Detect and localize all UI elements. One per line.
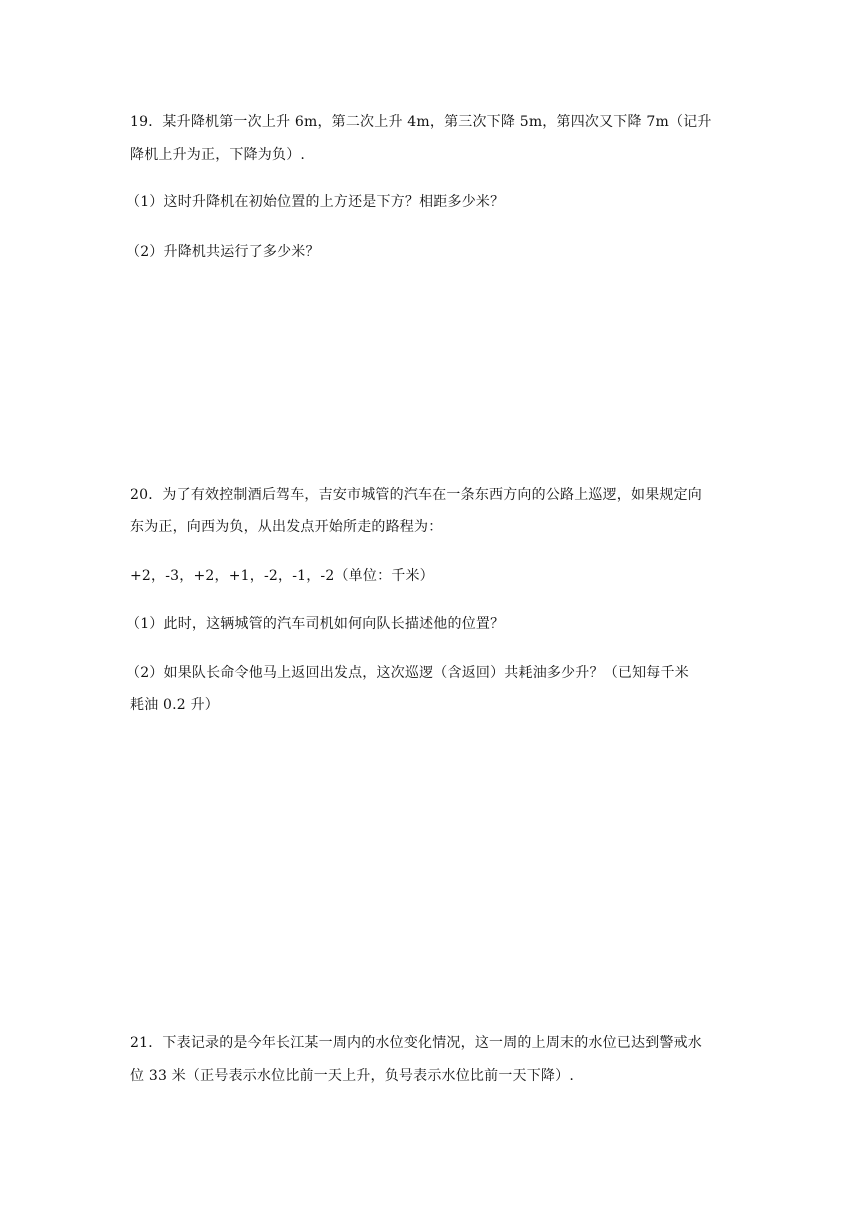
question-19-text-line-1: 19．某升降机第一次上升 6m，第二次上升 4m，第三次下降 5m，第四次又下降 7m（记升 [130,114,712,130]
question-19-part-2: （2）升降机共运行了多少米？ [126,244,320,260]
question-20-part-1: （1）此时，这辆城管的汽车司机如何向队长描述他的位置？ [126,616,505,632]
question-21-text-line-2: 位 33 米（正号表示水位比前一天上升，负号表示水位比前一天下降）. [130,1068,574,1084]
question-19-text-line-2: 降机上升为正，下降为负）. [130,147,306,163]
question-19-part-1: （1）这时升降机在初始位置的上方还是下方？相距多少米？ [126,194,505,210]
question-20-text-line-2: 东为正，向西为负，从出发点开始所走的路程为： [130,519,443,535]
question-20-text-line-1: 20．为了有效控制酒后驾车，吉安市城管的汽车在一条东西方向的公路上巡逻，如果规定向 [130,487,703,503]
question-21-text-line-1: 21．下表记录的是今年长江某一周内的水位变化情况，这一周的上周末的水位已达到警戒水 [130,1035,703,1051]
question-20-part-2-line-1: （2）如果队长命令他马上返回出发点，这次巡逻（含返回）共耗油多少升？（已知每千米 [126,665,689,681]
question-20-part-2-line-2: 耗油 0.2 升） [130,697,219,713]
question-20-distance-data: +2，-3，+2，+1，-2，-1，-2（单位：千米） [130,568,434,584]
